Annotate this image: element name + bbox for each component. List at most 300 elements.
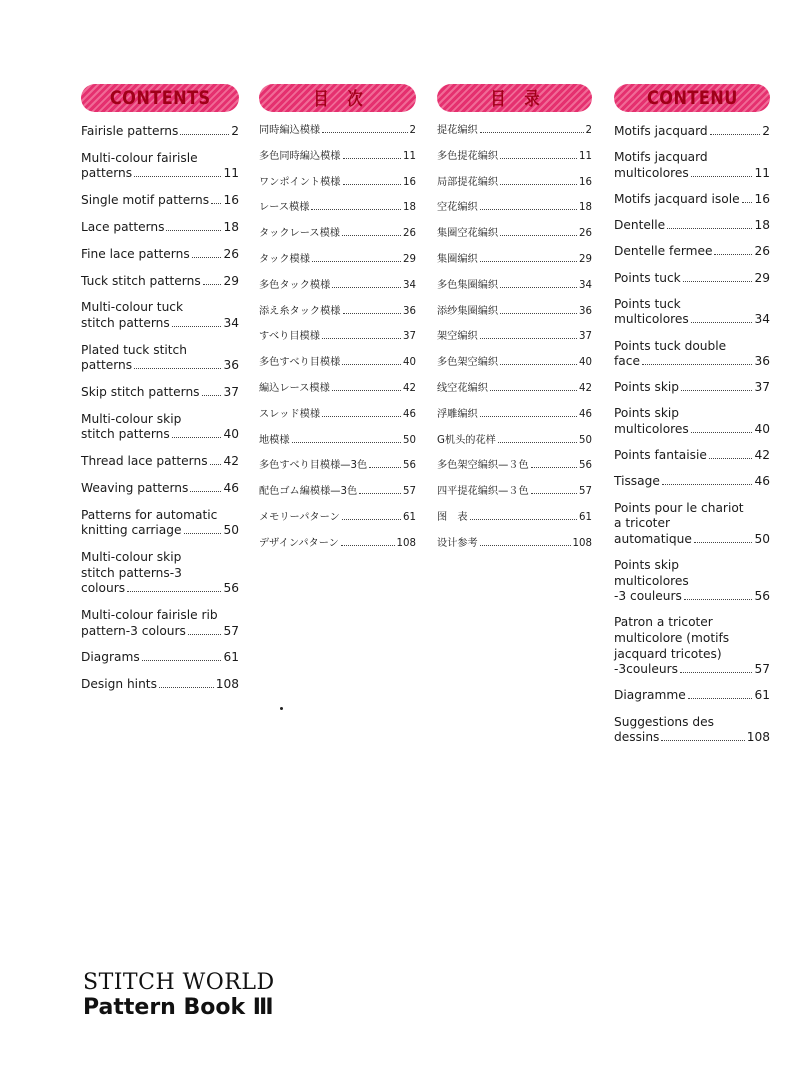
toc-entry-title: ワンポイント模様	[259, 176, 341, 188]
toc-entry-page: 29	[754, 270, 770, 285]
toc-entry	[437, 227, 592, 241]
toc-entry-title: patterns	[81, 166, 133, 181]
toc-entry-title: Design hints	[81, 677, 157, 692]
dot-leader	[691, 176, 753, 177]
toc-entry	[437, 124, 592, 138]
toc-entry	[614, 474, 770, 490]
dot-leader	[500, 184, 577, 185]
toc-entry-page: 40	[403, 357, 416, 369]
dot-leader	[688, 698, 753, 699]
toc-entry-page: 29	[223, 273, 239, 288]
toc-entry-title: G机头的花样	[437, 434, 496, 446]
toc-entry-title: Fine lace patterns	[81, 246, 190, 261]
toc-entry-title: 添え糸タック模様	[259, 305, 341, 317]
toc-entry	[614, 406, 770, 437]
toc-entry-title: 多色すべり目模様—3色	[259, 460, 368, 472]
toc-entry	[614, 715, 770, 746]
toc-entry	[259, 356, 416, 370]
toc-entry-title: multicolores	[614, 422, 689, 437]
toc-entry-title: 多色架空编织—３色	[437, 460, 529, 472]
mokuji-header: 目次	[312, 89, 381, 110]
toc-entry-page: 46	[579, 408, 592, 420]
toc-entry	[614, 615, 770, 677]
dot-leader	[359, 493, 401, 494]
toc-entry-title: 集圈编织	[437, 253, 478, 265]
toc-entry-title: Patterns for automatic	[81, 507, 218, 522]
dot-leader	[343, 313, 402, 314]
toc-column-chinese	[437, 84, 592, 563]
toc-entry-title: Thread lace patterns	[81, 454, 208, 469]
mulu-header: 目录	[489, 89, 558, 110]
toc-entry-page: 46	[403, 408, 416, 420]
toc-entry	[81, 124, 239, 140]
toc-entry-title: dessins	[614, 730, 660, 745]
toc-entry-title: Points tuck	[614, 270, 681, 285]
toc-entry-page: 57	[754, 662, 770, 677]
dot-leader	[742, 202, 753, 203]
toc-entry-title: 多色集圈编织	[437, 279, 499, 291]
toc-entry	[614, 218, 770, 234]
toc-entry	[259, 459, 416, 473]
toc-entry-title: 线空花编织	[437, 382, 488, 394]
toc-entry-page: 61	[223, 650, 239, 665]
toc-entry-title: タック模様	[259, 253, 310, 265]
mulu-header-banner	[437, 84, 592, 112]
toc-entry-page: 2	[409, 125, 416, 136]
toc-entry-title: stitch patterns-3	[81, 565, 182, 580]
toc-entry-title: Points skip	[614, 380, 680, 395]
toc-entry-page: 26	[403, 228, 416, 240]
toc-entry-page: 37	[579, 331, 592, 343]
toc-entry	[437, 176, 592, 190]
toc-entry-page: 16	[579, 176, 592, 188]
dot-leader	[694, 542, 753, 543]
dot-leader	[691, 432, 753, 433]
toc-entry-title: 局部提花编织	[437, 176, 499, 188]
toc-entry	[614, 380, 770, 396]
dot-leader	[531, 467, 577, 468]
dot-leader	[159, 687, 214, 688]
contenu-header: CONTENU	[646, 87, 738, 109]
toc-entry	[259, 253, 416, 267]
toc-entry	[614, 448, 770, 464]
toc-entry	[81, 300, 239, 331]
toc-entry-page: 50	[754, 531, 770, 546]
toc-entry-page: 11	[579, 150, 592, 162]
toc-entry-page: 46	[223, 480, 239, 495]
dot-leader	[322, 132, 407, 133]
toc-entry-page: 29	[579, 253, 592, 265]
toc-entry	[259, 201, 416, 215]
dot-leader	[190, 491, 221, 492]
toc-entry	[614, 124, 770, 140]
toc-entry-title: 多色タック模様	[259, 279, 331, 291]
toc-entry-page: 108	[215, 677, 239, 692]
toc-entry-page: 108	[746, 730, 770, 745]
toc-entry-title: 架空编织	[437, 331, 478, 343]
toc-entry-page: 46	[754, 474, 770, 489]
toc-entry	[259, 305, 416, 319]
toc-entry	[81, 508, 239, 539]
toc-entry-page: 57	[579, 486, 592, 498]
toc-entry-page: 108	[572, 537, 592, 549]
toc-entry-title: pattern-3 colours	[81, 623, 186, 638]
dot-leader	[709, 458, 753, 459]
toc-list-english	[81, 124, 239, 693]
toc-entry-page: 26	[223, 246, 239, 261]
dot-leader	[480, 416, 577, 417]
toc-entry-page: 56	[403, 460, 416, 472]
toc-entry-title: Weaving patterns	[81, 480, 189, 495]
toc-entry-title: Points skip	[614, 406, 680, 421]
toc-entry-title: タックレース模様	[259, 228, 340, 240]
toc-entry-page: 34	[579, 279, 592, 291]
toc-entry-title: face	[614, 354, 640, 369]
toc-entry-page: 61	[754, 688, 770, 703]
toc-entry	[259, 150, 416, 164]
toc-entry	[437, 279, 592, 293]
toc-entry	[81, 193, 239, 209]
toc-entry	[437, 201, 592, 215]
dot-leader	[322, 416, 401, 417]
toc-entry-page: 11	[223, 166, 239, 181]
toc-entry-page: 36	[403, 305, 416, 317]
toc-entry-page: 18	[403, 202, 416, 214]
toc-entry-page: 16	[754, 191, 770, 206]
toc-entry-title: 空花编织	[437, 202, 478, 214]
toc-entry-title: Points skip	[614, 558, 680, 572]
toc-entry-title: 多色同時編込模様	[259, 150, 341, 162]
dot-leader	[127, 591, 221, 592]
toc-entry-title: レース模様	[259, 202, 310, 214]
toc-entry	[81, 481, 239, 497]
toc-entry-title: Diagramme	[614, 688, 686, 703]
toc-entry-page: 18	[579, 202, 592, 214]
dot-leader	[180, 134, 229, 135]
toc-entry	[259, 279, 416, 293]
toc-entry-title: Multi-colour skip	[81, 550, 182, 565]
toc-entry-title: 配色ゴム編模様—3色	[259, 486, 358, 498]
toc-entry-page: 36	[579, 305, 592, 317]
toc-entry	[81, 274, 239, 290]
toc-entry	[259, 176, 416, 190]
toc-entry	[614, 150, 770, 181]
toc-entry	[81, 151, 239, 182]
toc-entry-page: 56	[579, 460, 592, 472]
toc-entry-title: すべり目模様	[259, 331, 320, 343]
dot-leader	[332, 390, 401, 391]
toc-entry	[259, 537, 416, 551]
dot-leader	[203, 284, 222, 285]
toc-column-english	[81, 84, 239, 704]
toc-entry-title: スレッド模様	[259, 408, 321, 420]
toc-entry	[81, 608, 239, 639]
dot-leader	[680, 672, 752, 673]
toc-entry-title: 同時編込模様	[259, 125, 321, 136]
toc-entry-page: 42	[223, 454, 239, 469]
toc-entry-page: 42	[403, 382, 416, 394]
toc-entry-page: 18	[754, 218, 770, 233]
dot-leader	[292, 442, 401, 443]
toc-entry	[81, 677, 239, 693]
toc-entry	[614, 271, 770, 287]
toc-entry-title: Lace patterns	[81, 219, 165, 234]
toc-entry	[81, 247, 239, 263]
dot-leader	[691, 322, 753, 323]
dot-leader	[531, 493, 577, 494]
toc-entry-title: multicolores	[614, 165, 689, 180]
dot-leader	[710, 134, 761, 135]
dot-leader	[343, 184, 402, 185]
toc-entry-title: 地模様	[259, 434, 290, 446]
toc-entry-page: 29	[403, 253, 416, 265]
dot-leader	[192, 257, 222, 258]
toc-entry	[437, 537, 592, 551]
toc-entry	[259, 434, 416, 448]
toc-entry-page: 40	[579, 357, 592, 369]
book-title: Pattern Book Ⅲ	[83, 995, 274, 1020]
toc-list-chinese	[437, 124, 592, 551]
dot-leader	[184, 533, 222, 534]
dot-leader	[134, 176, 221, 177]
dot-leader	[683, 281, 753, 282]
print-speck	[280, 707, 283, 710]
toc-entry-title: 图 表	[437, 511, 468, 523]
dot-leader	[500, 364, 577, 365]
toc-entry-page: 57	[223, 623, 239, 638]
dot-leader	[714, 254, 752, 255]
toc-entry-page: 42	[754, 448, 770, 463]
toc-entry-title: Fairisle patterns	[81, 124, 179, 138]
toc-entry-page: 16	[403, 176, 416, 188]
toc-entry	[81, 385, 239, 401]
toc-entry-title: Multi-colour fairisle	[81, 150, 198, 165]
toc-entry	[437, 511, 592, 525]
toc-entry-page: 50	[579, 434, 592, 446]
toc-entry-title: Patron a tricoter	[614, 615, 713, 630]
toc-entry-page: 36	[754, 354, 770, 369]
toc-entry-title: Points tuck double	[614, 338, 727, 353]
toc-entry	[437, 459, 592, 473]
toc-entry-title: Diagrams	[81, 650, 140, 665]
toc-entry-title: Skip stitch patterns	[81, 385, 200, 400]
dot-leader	[210, 464, 222, 465]
dot-leader	[681, 390, 752, 391]
toc-entry-title: 多色すべり目模様	[259, 357, 341, 369]
dot-leader	[322, 338, 401, 339]
dot-leader	[142, 660, 222, 661]
toc-list-japanese	[259, 124, 416, 551]
toc-entry-title: Tissage	[614, 474, 660, 489]
toc-entry-page: 40	[223, 427, 239, 442]
toc-entry-title: 添纱集圈编织	[437, 305, 499, 317]
dot-leader	[684, 599, 753, 600]
toc-entry	[614, 501, 770, 548]
dot-leader	[342, 235, 401, 236]
toc-entry	[437, 408, 592, 422]
toc-entry	[614, 297, 770, 328]
toc-entry	[81, 454, 239, 470]
toc-entry	[259, 485, 416, 499]
dot-leader	[480, 132, 584, 133]
toc-entry-title: stitch patterns	[81, 427, 170, 442]
toc-entry-page: 57	[403, 486, 416, 498]
toc-entry	[259, 124, 416, 138]
dot-leader	[172, 437, 222, 438]
book-series-title: STITCH WORLD	[83, 970, 275, 995]
toc-entry-title: automatique	[614, 531, 692, 546]
dot-leader	[500, 287, 577, 288]
toc-entry-title: multicolores	[614, 312, 689, 327]
toc-entry-page: 37	[223, 385, 239, 400]
toc-list-french	[614, 124, 770, 746]
toc-entry-page: 50	[403, 434, 416, 446]
toc-entry-title: Multi-colour tuck	[81, 300, 184, 315]
toc-entry-title: multicolore (motifs	[614, 630, 730, 645]
toc-entry	[614, 244, 770, 260]
dot-leader	[172, 326, 222, 327]
toc-entry	[81, 343, 239, 374]
toc-entry-title: Plated tuck stitch	[81, 342, 187, 357]
dot-leader	[332, 287, 401, 288]
dot-leader	[667, 228, 752, 229]
toc-entry-title: Tuck stitch patterns	[81, 273, 201, 288]
toc-entry	[81, 412, 239, 443]
dot-leader	[166, 230, 221, 231]
toc-entry-title: 多色提花编织	[437, 150, 499, 162]
toc-entry-page: 50	[223, 523, 239, 538]
toc-entry	[81, 550, 239, 597]
dot-leader	[211, 203, 221, 204]
toc-entry	[614, 688, 770, 704]
toc-entry-title: a tricoter	[614, 516, 670, 531]
toc-entry-title: 提花编织	[437, 125, 478, 136]
toc-entry-title: -3 couleurs	[614, 589, 682, 604]
toc-entry-title: multicolores	[614, 573, 689, 588]
dot-leader	[662, 484, 753, 485]
toc-entry-page: 108	[396, 537, 416, 549]
toc-entry	[437, 150, 592, 164]
toc-entry	[437, 382, 592, 396]
toc-entry-title: 浮雕编织	[437, 408, 478, 420]
toc-entry-page: 61	[579, 511, 592, 523]
contenu-header-banner	[614, 84, 770, 112]
dot-leader	[480, 545, 571, 546]
dot-leader	[498, 442, 577, 443]
toc-entry-title: Motifs jacquard	[614, 124, 708, 138]
dot-leader	[500, 235, 577, 236]
toc-entry-title: Dentelle	[614, 218, 666, 233]
dot-leader	[343, 158, 402, 159]
dot-leader	[480, 209, 577, 210]
toc-entry-title: Points tuck	[614, 296, 681, 311]
toc-entry-page: 56	[754, 589, 770, 604]
toc-column-japanese	[259, 84, 416, 563]
toc-entry-page: 37	[754, 380, 770, 395]
dot-leader	[134, 368, 221, 369]
dot-leader	[311, 209, 401, 210]
dot-leader	[480, 261, 577, 262]
toc-entry	[614, 192, 770, 208]
toc-entry-title: Dentelle fermee	[614, 244, 713, 259]
toc-entry-title: 四平提花编织—３色	[437, 486, 529, 498]
toc-entry-page: 2	[231, 124, 239, 138]
dot-leader	[500, 313, 577, 314]
toc-entry	[437, 434, 592, 448]
toc-entry-page: 2	[585, 125, 592, 136]
toc-entry	[81, 220, 239, 236]
toc-entry-title: 編込レース模様	[259, 382, 330, 394]
toc-entry-title: デザインパターン	[259, 537, 339, 549]
contents-header-banner	[81, 84, 239, 112]
dot-leader	[342, 364, 401, 365]
toc-entry	[437, 305, 592, 319]
toc-entry-title: Suggestions des	[614, 714, 714, 729]
dot-leader	[341, 545, 395, 546]
dot-leader	[642, 364, 753, 365]
toc-entry-title: Multi-colour skip	[81, 411, 182, 426]
toc-entry-title: -3couleurs	[614, 662, 679, 677]
toc-entry	[259, 227, 416, 241]
toc-entry-title: colours	[81, 581, 126, 596]
toc-entry-title: Points pour le chariot	[614, 500, 744, 515]
toc-entry	[437, 485, 592, 499]
dot-leader	[202, 395, 222, 396]
toc-entry-page: 34	[754, 312, 770, 327]
toc-column-french	[614, 84, 770, 756]
toc-entry	[259, 330, 416, 344]
toc-entry	[437, 330, 592, 344]
toc-entry-title: patterns	[81, 358, 133, 373]
toc-entry	[614, 558, 770, 605]
toc-entry-page: 11	[754, 165, 770, 180]
toc-entry	[81, 650, 239, 666]
toc-entry-title: Points fantaisie	[614, 448, 707, 463]
toc-entry-page: 42	[579, 382, 592, 394]
toc-entry-page: 18	[223, 219, 239, 234]
toc-entry-page: 34	[223, 315, 239, 330]
toc-entry-page: 36	[223, 358, 239, 373]
dot-leader	[500, 158, 577, 159]
toc-entry-page: 11	[403, 150, 416, 162]
dot-leader	[369, 467, 401, 468]
toc-entry-page: 16	[223, 193, 239, 208]
toc-entry	[259, 408, 416, 422]
toc-entry-page: 26	[579, 228, 592, 240]
dot-leader	[490, 390, 577, 391]
toc-entry-title: Single motif patterns	[81, 193, 210, 208]
toc-entry-title: Motifs jacquard	[614, 150, 708, 165]
dot-leader	[312, 261, 401, 262]
toc-entry-title: メモリーパターン	[259, 511, 340, 523]
toc-entry-title: Motifs jacquard isole	[614, 191, 740, 206]
toc-entry-page: 2	[762, 124, 770, 138]
toc-entry-title: 集圈空花编织	[437, 228, 499, 240]
toc-entry-page: 61	[403, 511, 416, 523]
toc-entry	[259, 382, 416, 396]
dot-leader	[342, 519, 401, 520]
toc-entry-page: 40	[754, 422, 770, 437]
mokuji-header-banner	[259, 84, 416, 112]
toc-entry	[259, 511, 416, 525]
toc-entry	[614, 339, 770, 370]
toc-entry	[437, 356, 592, 370]
toc-entry-title: 多色架空编织	[437, 357, 499, 369]
contents-header: CONTENTS	[109, 87, 211, 109]
toc-entry-title: Multi-colour fairisle rib	[81, 608, 218, 623]
toc-entry-page: 56	[223, 581, 239, 596]
dot-leader	[661, 740, 744, 741]
